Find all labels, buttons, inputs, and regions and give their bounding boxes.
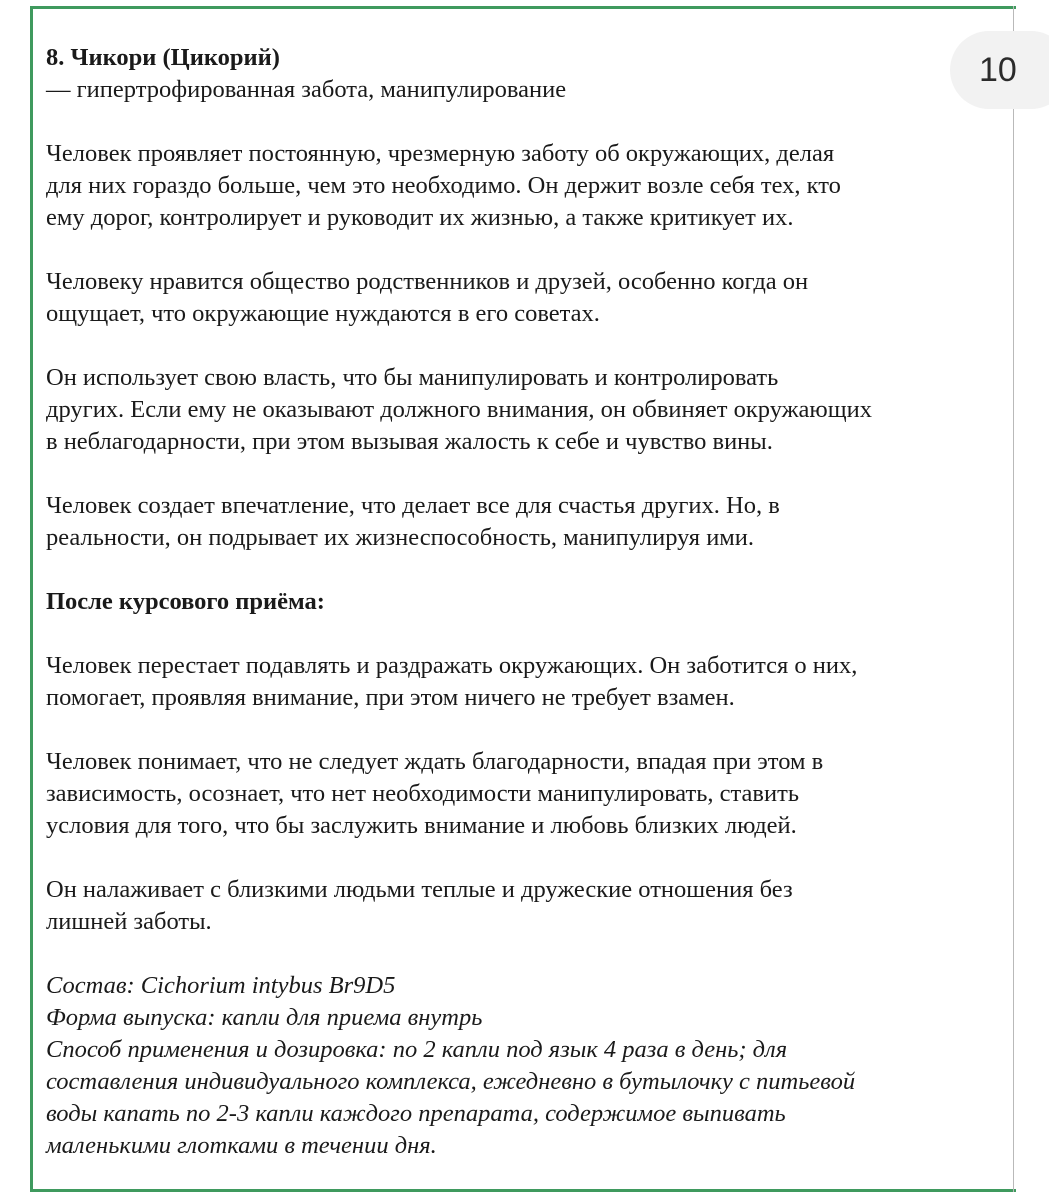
composition-info [46, 970, 996, 1162]
remedy-subtitle: — гипертрофированная забота, манипулирование [46, 76, 567, 103]
page-number: 10 [979, 51, 1017, 89]
dosage-line: составления индивидуального комплекса, ежедневно в бутылочку с питьевой [46, 1068, 856, 1095]
right-margin-rule [1013, 6, 1014, 1192]
paragraph-line: реальности, он подрывает их жизнеспособность, манипулируя ими. [46, 524, 755, 551]
composition-line: Состав: Cichorium intybus Br9D5 [46, 972, 396, 999]
paragraph-line: Он налаживает с близкими людьми теплые и дружеские отношения без [46, 876, 793, 903]
paragraph-line: Он использует свою власть, что бы манипулировать и контролировать [46, 364, 779, 391]
after-course-heading: После курсового приёма: [46, 588, 325, 615]
paragraph-line: лишней заботы. [46, 908, 212, 935]
dosage-line: Способ применения и дозировка: по 2 капли под язык 4 раза в день; для [46, 1036, 788, 1063]
release-form-line: Форма выпуска: капли для приема внутрь [46, 1004, 483, 1031]
paragraph-line: помогает, проявляя внимание, при этом ничего не требует взамен. [46, 684, 735, 711]
paragraph-line: условия для того, что бы заслужить внимание и любовь близких людей. [46, 812, 797, 839]
paragraph-line: Человек понимает, что не следует ждать благодарности, впадая при этом в [46, 748, 824, 775]
paragraph-line: Человек проявляет постоянную, чрезмерную заботу об окружающих, делая [46, 140, 835, 167]
document-body [46, 42, 996, 1162]
dosage-line: маленькими глотками в течении дня. [46, 1132, 437, 1159]
paragraph-line: Человек перестает подавлять и раздражать окружающих. Он заботится о них, [46, 652, 858, 679]
description-section [46, 138, 996, 554]
paragraph-line: в неблагодарности, при этом вызывая жалость к себе и чувство вины. [46, 428, 773, 455]
after-course-section [46, 650, 996, 938]
paragraph-line: зависимость, осознает, что нет необходимости манипулировать, ставить [46, 780, 799, 807]
paragraph-line: ощущает, что окружающие нуждаются в его советах. [46, 300, 600, 327]
paragraph-line: других. Если ему не оказывают должного внимания, он обвиняет окружающих [46, 396, 872, 423]
paragraph-line: для них гораздо больше, чем это необходимо. Он держит возле себя тех, кто [46, 172, 841, 199]
paragraph-line: ему дорог, контролирует и руководит их жизнью, а также критикует их. [46, 204, 794, 231]
remedy-title: 8. Чикори (Цикорий) [46, 44, 280, 71]
dosage-line: воды капать по 2-3 капли каждого препарата, содержимое выпивать [46, 1100, 786, 1127]
paragraph-line: Человек создает впечатление, что делает все для счастья других. Но, в [46, 492, 780, 519]
paragraph-line: Человеку нравится общество родственников и друзей, особенно когда он [46, 268, 809, 295]
